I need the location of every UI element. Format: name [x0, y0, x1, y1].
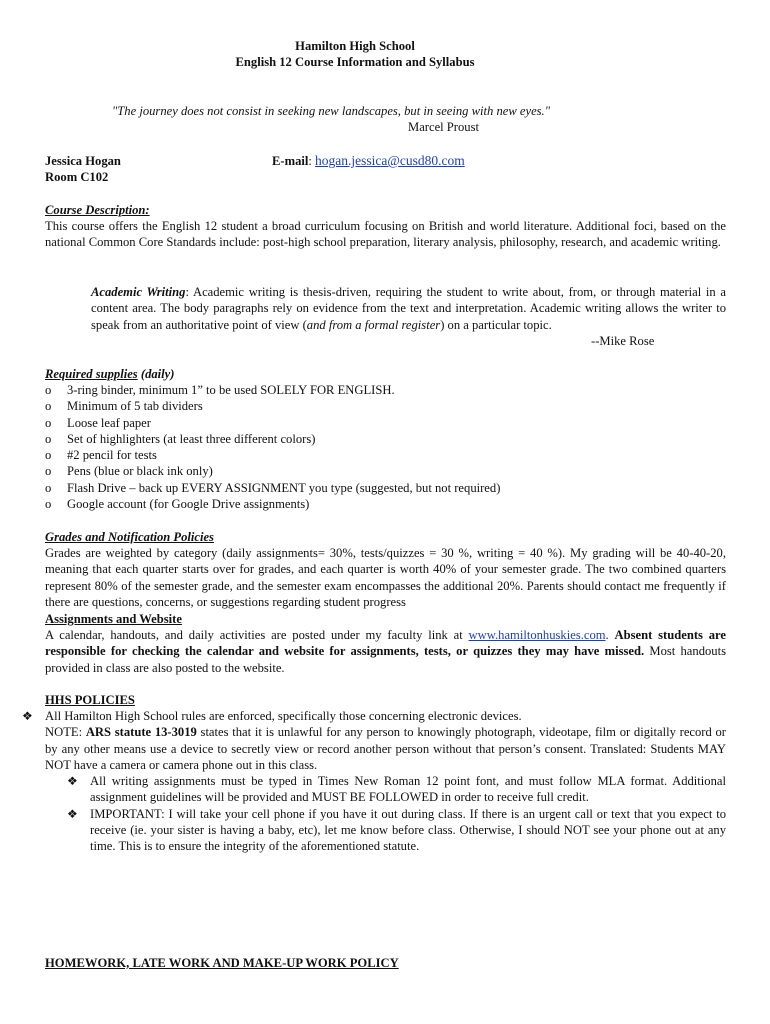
- assignments-text-2: .: [605, 628, 615, 642]
- supplies-heading-text: Required supplies: [45, 367, 138, 381]
- list-item: [45, 447, 735, 463]
- list-bullet: o: [45, 464, 52, 479]
- list-item-text: 3-ring binder, minimum 1” to be used SOLELY FOR ENGLISH.: [67, 383, 395, 397]
- list-item-text: Set of highlighters (at least three different colors): [67, 431, 316, 446]
- policy-item: [45, 773, 726, 806]
- policy-note-label: NOTE:: [45, 725, 86, 740]
- assignments-absent-note: Absent students are responsible for checking the calendar and website for assignments, tests, or quizzes they may have missed.: [45, 628, 727, 659]
- email-line: [272, 153, 465, 169]
- list-item: [45, 415, 735, 431]
- email-link[interactable]: hogan.jessica@cusd80.com: [315, 153, 465, 168]
- supplies-list: [45, 382, 735, 512]
- assignments-text-1: A calendar, handouts, and daily activities are posted under my faculty link at: [45, 628, 469, 642]
- homework-heading: HOMEWORK, LATE WORK AND MAKE-UP WORK POLICY: [45, 956, 399, 970]
- website-link[interactable]: www.hamiltonhuskies.com: [468, 628, 606, 642]
- academic-writing-text-2: ) on a particular topic.: [440, 317, 552, 332]
- teacher-name: Jessica Hogan: [45, 154, 121, 168]
- list-bullet: o: [45, 448, 52, 463]
- list-item: [45, 496, 735, 512]
- academic-writing-attribution: --Mike Rose: [591, 334, 655, 348]
- list-item: [45, 431, 735, 447]
- policy-cell-phone: IMPORTANT: I will take your cell phone if you have it out during class. If there is an urgent call or text that you expect to receive (ie. your sister is having a baby, etc), let me know before class. Otherwise, I should NOT see your phone out at any time. This is to ensure the integrity of the aforementioned statute.: [90, 806, 726, 854]
- grades-heading: Grades and Notification Policies: [45, 530, 214, 544]
- list-item-text: Loose leaf paper: [67, 415, 151, 430]
- list-item-text: Flash Drive – back up EVERY ASSIGNMENT you type (suggested, but not required): [67, 480, 501, 495]
- diamond-bullet-icon: ❖: [22, 709, 33, 723]
- policy-statute: ARS statute 13-3019: [85, 725, 197, 740]
- academic-writing-italic: and from a formal register: [306, 317, 441, 332]
- diamond-bullet-icon: ❖: [67, 774, 78, 789]
- list-bullet: o: [45, 399, 52, 414]
- document-title: English 12 Course Information and Syllabus: [235, 55, 475, 69]
- school-name: Hamilton High School: [295, 39, 415, 53]
- academic-writing-quote: [91, 284, 726, 333]
- policy-electronics: All Hamilton High School rules are enforced, specifically those concerning electronic devices.: [45, 709, 522, 723]
- assignments-body: [45, 627, 726, 676]
- course-description-heading: Course Description:: [45, 203, 150, 217]
- policy-writing: All writing assignments must be typed in Times New Roman 12 point font, and must follow MLA format. Additional assignment guidelines will be provided and MUST BE FOLLOWED in order to receive full credit.: [90, 774, 726, 805]
- policy-item: [0, 708, 726, 773]
- list-bullet: o: [45, 383, 52, 397]
- list-item: [45, 480, 735, 496]
- list-item-text: Pens (blue or black ink only): [67, 464, 213, 479]
- list-item: [45, 398, 735, 414]
- list-item: [45, 382, 735, 398]
- quote-author: Marcel Proust: [408, 120, 479, 134]
- policy-item: [45, 806, 726, 855]
- supplies-heading: [45, 366, 174, 382]
- policies-list: [22, 708, 726, 855]
- grades-body: Grades are weighted by category (daily assignments= 30%, tests/quizzes = 30 %, writing = 40 %). My grading will be 40-40-20, meaning that each quarter starts over for grades, and each quarter is worth 40% of your semester grade. The two combined quarters represent 80% of the semester grade, and the semester exam encompasses the additional 20%. Parents should contact me frequently if there are questions, concerns, or suggestions regarding student progress: [45, 546, 726, 609]
- assignments-text-3: Most handouts provided in class are also posted to the website.: [45, 644, 726, 675]
- supplies-heading-suffix: (daily): [140, 367, 175, 381]
- teacher-room: Room C102: [45, 170, 109, 184]
- list-item: [45, 463, 735, 479]
- list-item-text: #2 pencil for tests: [67, 448, 157, 463]
- email-colon: :: [308, 154, 312, 168]
- policies-heading: HHS POLICIES: [45, 693, 135, 707]
- list-bullet: o: [45, 415, 52, 430]
- list-bullet: o: [45, 480, 52, 495]
- list-bullet: o: [45, 431, 52, 446]
- email-label: E-mail: [272, 154, 309, 168]
- list-item-text: Google account (for Google Drive assignments): [67, 497, 310, 512]
- diamond-bullet-icon: ❖: [67, 806, 78, 821]
- academic-writing-text-1: : Academic writing is thesis-driven, requiring the student to write about, from, or through material in a content area. The body paragraphs rely on evidence from the text and interpretation. Academic writing allows the writer to speak from an authoritative point of view (: [91, 285, 726, 332]
- quote-text: "The journey does not consist in seeking new landscapes, but in seeing with new eyes.": [112, 104, 550, 118]
- assignments-heading: Assignments and Website: [45, 612, 182, 626]
- list-item-text: Minimum of 5 tab dividers: [67, 399, 203, 414]
- course-description-body: This course offers the English 12 student a broad curriculum focusing on British and world literature. Additional foci, based on the national Common Core Standards include: post-high school preparation, literary analysis, philosophy, research, and academic writing.: [45, 219, 726, 250]
- list-bullet: o: [45, 497, 52, 512]
- policy-note-text: states that it is unlawful for any person to knowingly photograph, videotape, film or digitally record or by any other means use a device to secretly view or record another person without that person’s consent. Translated: Students MAY NOT have a camera or camera phone out in this class.: [45, 725, 726, 772]
- academic-writing-term: Academic Writing: [91, 285, 186, 299]
